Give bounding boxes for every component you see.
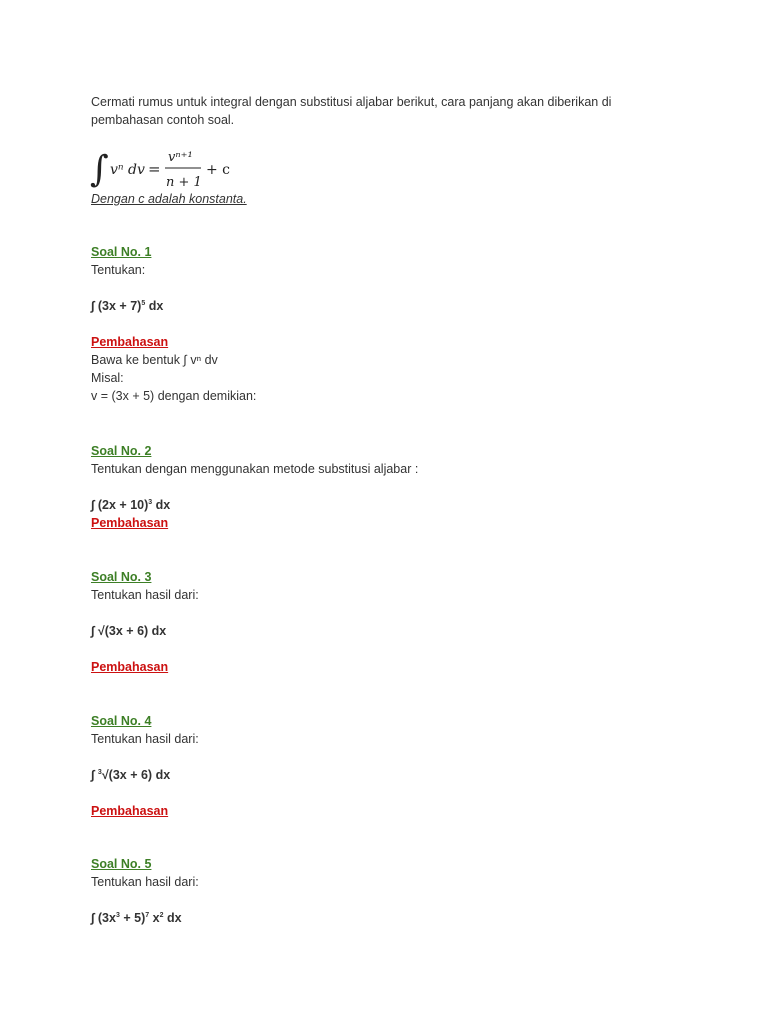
integrand: vⁿ dv [110, 162, 145, 178]
integral-sign: ∫ [90, 149, 109, 190]
pembahasan-line: Bawa ke bentuk ∫ vⁿ dv [91, 353, 218, 367]
intro-paragraph: Cermati rumus untuk integral dengan substitusi aljabar berikut, cara panjang akan diberikan di pembahasan contoh soal. [91, 95, 612, 127]
soal-4 [91, 712, 199, 820]
soal-2 [91, 442, 418, 532]
pembahasan-line: v = (3x + 5) dengan demikian: [91, 389, 257, 403]
soal-4-title[interactable]: Soal No. 4 [91, 714, 152, 728]
soal-1-expression: ∫ $(3x + 7)^5$ dx [91, 299, 164, 313]
soal-5-title[interactable]: Soal No. 5 [91, 857, 152, 871]
soal-5-prompt: Tentukan hasil dari: [91, 875, 199, 889]
soal-3-expression: ∫ √(3x + 6) dx [91, 624, 167, 638]
pembahasan-link-2[interactable]: Pembahasan [91, 516, 169, 530]
soal-2-expression: ∫ $(2x + 10)^3$ dx [91, 498, 171, 512]
soal-4-expression: ∫ $^3$√(3x + 6) dx [91, 768, 171, 782]
soal-3-title[interactable]: Soal No. 3 [91, 570, 152, 584]
integral-formula [88, 143, 328, 193]
soal-1-pembahasan [91, 333, 256, 405]
soal-5 [91, 855, 199, 927]
pembahasan-link-1[interactable]: Pembahasan [91, 335, 169, 349]
soal-4-prompt: Tentukan hasil dari: [91, 732, 199, 746]
soal-1-prompt: Tentukan: [91, 263, 146, 277]
plus-constant: + c [206, 162, 231, 178]
equals-sign: = [148, 160, 161, 178]
constant-note: Dengan c adalah konstanta. [91, 192, 247, 206]
soal-1 [91, 243, 163, 315]
pembahasan-link-3[interactable]: Pembahasan [91, 660, 169, 674]
fraction-numerator: vⁿ⁺¹ [168, 150, 193, 165]
fraction-denominator: n + 1 [166, 175, 202, 190]
soal-1-title[interactable]: Soal No. 1 [91, 245, 152, 259]
soal-2-title[interactable]: Soal No. 2 [91, 444, 152, 458]
pembahasan-line: Misal: [91, 371, 124, 385]
soal-2-prompt: Tentukan dengan menggunakan metode substitusi aljabar : [91, 462, 419, 476]
pembahasan-link-4[interactable]: Pembahasan [91, 804, 169, 818]
soal-3-prompt: Tentukan hasil dari: [91, 588, 199, 602]
soal-3 [91, 568, 199, 676]
soal-5-expression: ∫ $(3x^3 + 5)^7$ $x^2$ dx [91, 911, 182, 925]
